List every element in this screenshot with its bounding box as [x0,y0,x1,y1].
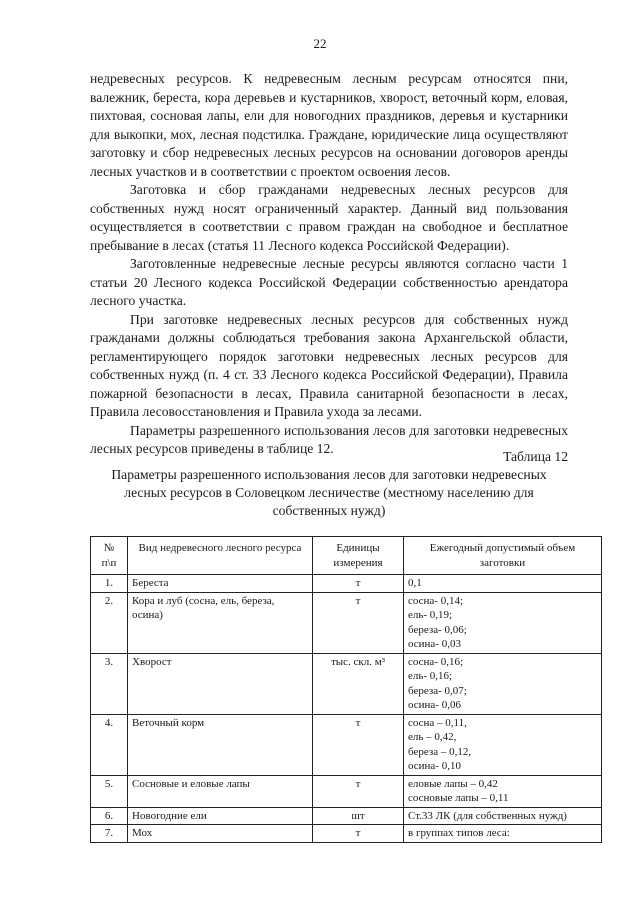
volume-line: осина- 0,03 [408,638,461,650]
volume-line: береза- 0,06; [408,623,467,636]
cell-unit: шт [313,807,404,825]
volume-line: еловые лапы – 0,42 [408,777,498,790]
volume-line: ель- 0,19; [408,609,453,621]
cell-unit: т [313,714,404,775]
volume-line: сосна – 0,11, [408,716,467,729]
cell-num: 3. [91,653,128,714]
header-num: № п\п [91,537,128,575]
cell-type: Хворост [128,653,313,714]
cell-type: Кора и луб (сосна, ель, береза, осина) [128,592,313,653]
cell-volume [404,807,602,825]
cell-volume [404,825,602,843]
cell-num: 5. [91,775,128,807]
paragraph: недревесных ресурсов. К недревесным лесным ресурсам относятся пни, валежник, береста, кора деревьев и кустарников, хворост, веточный корм, еловая, пихтовая, сосновая лапы, ели для новогодних праздников, деревья и кустарники для выкопки, мох, лесная подстилка. Граждане, юридические лица осуществляют заготовку и сбор недревесных лесных ресурсов на основании договоров аренды лесных участков и в соответствии с проектом освоения лесов. [90,71,568,179]
volume-line: береза – 0,12, [408,745,472,758]
volume-line: 0,1 [408,577,422,589]
cell-num: 7. [91,825,128,843]
page-number: 22 [313,36,327,51]
volume-line: береза- 0,07; [408,684,467,697]
header-volume: Ежегодный допустимый объем заготовки [404,537,602,575]
table-row [91,825,602,843]
cell-volume [404,653,602,714]
paragraph: При заготовке недревесных лесных ресурсов для собственных нужд гражданами должны соблюдаться требования закона Архангельской области, регламентирующего порядок заготовки недревесных лесных ресурсов для собственных нужд (п. 4 ст. 33 Лесного кодекса Российской Федерации), Правила пожарной безопасности в лесах, Правила санитарной безопасности в лесах, Правила лесовосстановления и Правила ухода за лесами. [90,311,568,419]
paragraph: Заготовка и сбор гражданами недревесных лесных ресурсов для собственных нужд носят ограниченный характер. Данный вид пользования осуществляется в соответствии с правом граждан на свободное и бесплатное пребывание в лесах (статья 11 Лесного кодекса Российской Федерации). [90,182,568,253]
cell-type: Веточный корм [128,714,313,775]
volume-line: в группах типов леса: [408,827,510,839]
table-row [91,807,602,825]
header-unit: Единицы измерения [313,537,404,575]
cell-type: Мох [128,825,313,843]
table-header-row [91,537,602,575]
body-text [90,70,568,459]
cell-type: Новогодние ели [128,807,313,825]
cell-num: 2. [91,592,128,653]
volume-line: ель- 0,16; [408,670,453,682]
table-row [91,653,602,714]
cell-volume [404,592,602,653]
cell-volume [404,775,602,807]
paragraph: Заготовленные недревесные лесные ресурсы являются согласно части 1 статьи 20 Лесного кодекса Российской Федерации собственностью арендатора лесного участка. [90,256,568,308]
table-caption: Параметры разрешенного использования лесов для заготовки недревесных лесных ресурсов в Соловецком лесничестве (местному населению для собственных нужд) [111,467,547,518]
table-row [91,714,602,775]
cell-volume [404,714,602,775]
table-row [91,592,602,653]
volume-line: Ст.33 ЛК (для собственных нужд) [408,809,567,822]
cell-num: 1. [91,575,128,593]
table-label: Таблица 12 [503,449,568,464]
volume-line: сосна- 0,16; [408,655,464,668]
table-row [91,575,602,593]
cell-unit: т [313,592,404,653]
cell-type: Сосновые и еловые лапы [128,775,313,807]
cell-num: 4. [91,714,128,775]
cell-num: 6. [91,807,128,825]
cell-unit: т [313,575,404,593]
paragraph: Параметры разрешенного использования лесов для заготовки недревесных лесных ресурсов приведены в таблице 12. [90,422,568,456]
cell-unit: тыс. скл. м³ [313,653,404,714]
table-row [91,775,602,807]
volume-line: осина- 0,06 [408,699,461,711]
cell-type: Береста [128,575,313,593]
cell-unit: т [313,775,404,807]
cell-unit: т [313,825,404,843]
volume-line: сосна- 0,14; [408,594,464,607]
volume-line: сосновые лапы – 0,11 [408,792,509,804]
volume-line: осина- 0,10 [408,760,461,772]
volume-line: ель – 0,42, [408,731,457,743]
resource-table [90,536,602,843]
cell-volume [404,575,602,593]
header-type: Вид недревесного лесного ресурса [128,537,313,575]
